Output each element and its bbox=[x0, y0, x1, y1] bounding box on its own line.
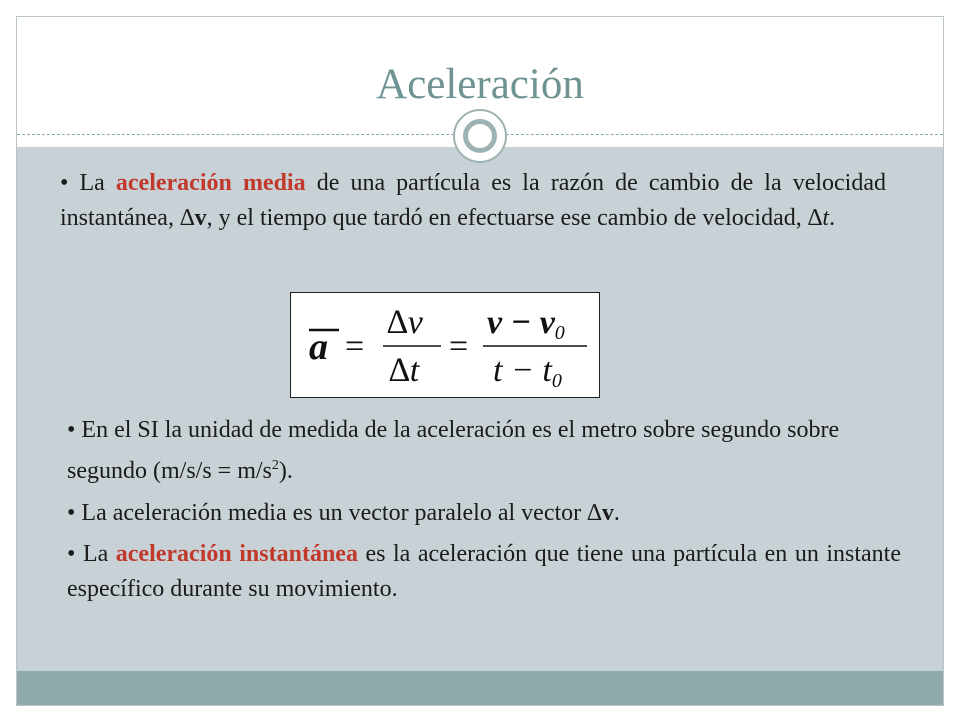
text: En el SI la unidad de medida de la aceleración es el metro sobre segundo sobre segundo (m/s/s = m/s bbox=[67, 417, 840, 484]
delta-symbol: ∆ bbox=[807, 205, 823, 231]
text: , y el tiempo que tardó en efectuarse ese cambio de velocidad, bbox=[206, 205, 808, 231]
footer-band bbox=[17, 671, 943, 705]
text: . bbox=[829, 205, 836, 231]
formula-numerator-2 bbox=[487, 304, 565, 344]
num2-subscript: 0 bbox=[554, 322, 565, 344]
bullet: • bbox=[67, 417, 76, 443]
ring-ornament-icon bbox=[453, 109, 507, 163]
vector-v: v bbox=[194, 205, 207, 231]
formula-svg bbox=[291, 293, 599, 397]
text: ). bbox=[278, 458, 293, 484]
text: La aceleración media es un vector paralelo al vector bbox=[81, 500, 588, 526]
slide-title: Aceleración bbox=[376, 61, 584, 108]
paragraph-instantaneous-acceleration bbox=[67, 537, 901, 607]
den2-main: t − t bbox=[493, 352, 552, 389]
bullet: • bbox=[67, 541, 76, 567]
num2-main: v − v bbox=[487, 304, 555, 341]
superscript-2: 2 bbox=[271, 458, 279, 473]
paragraph-si-unit bbox=[67, 413, 877, 489]
formula-lhs: a bbox=[309, 326, 328, 368]
term-aceleracion-media: aceleración media bbox=[115, 170, 306, 196]
formula-equals-1: = bbox=[345, 328, 365, 365]
paragraph-average-acceleration bbox=[60, 166, 886, 236]
formula-box bbox=[290, 292, 600, 398]
den2-subscript: 0 bbox=[551, 370, 562, 392]
delta-symbol: ∆ bbox=[179, 205, 195, 231]
text: La bbox=[79, 170, 116, 196]
delta-symbol: ∆ bbox=[587, 500, 602, 526]
formula-equals-2: = bbox=[449, 328, 469, 365]
text: La bbox=[82, 541, 116, 567]
bullet: • bbox=[67, 500, 76, 526]
paragraph-vector-parallel bbox=[67, 496, 877, 531]
vector-v: v bbox=[601, 500, 614, 526]
bullet: • bbox=[60, 170, 69, 196]
term-aceleracion-instantanea: aceleración instantánea bbox=[115, 541, 358, 567]
ring-inner bbox=[463, 119, 497, 153]
formula-numerator-1: ∆v bbox=[387, 304, 423, 341]
text: es la aceleración que tiene una partícula en un instante específico durante su movimiento. bbox=[67, 541, 901, 602]
formula-denominator-1: ∆t bbox=[389, 352, 420, 389]
time-t: t bbox=[822, 205, 830, 231]
text: de una partícula es la razón de cambio de la velocidad instantánea, bbox=[60, 170, 887, 231]
text: . bbox=[613, 500, 620, 526]
formula-denominator-2 bbox=[493, 352, 562, 392]
